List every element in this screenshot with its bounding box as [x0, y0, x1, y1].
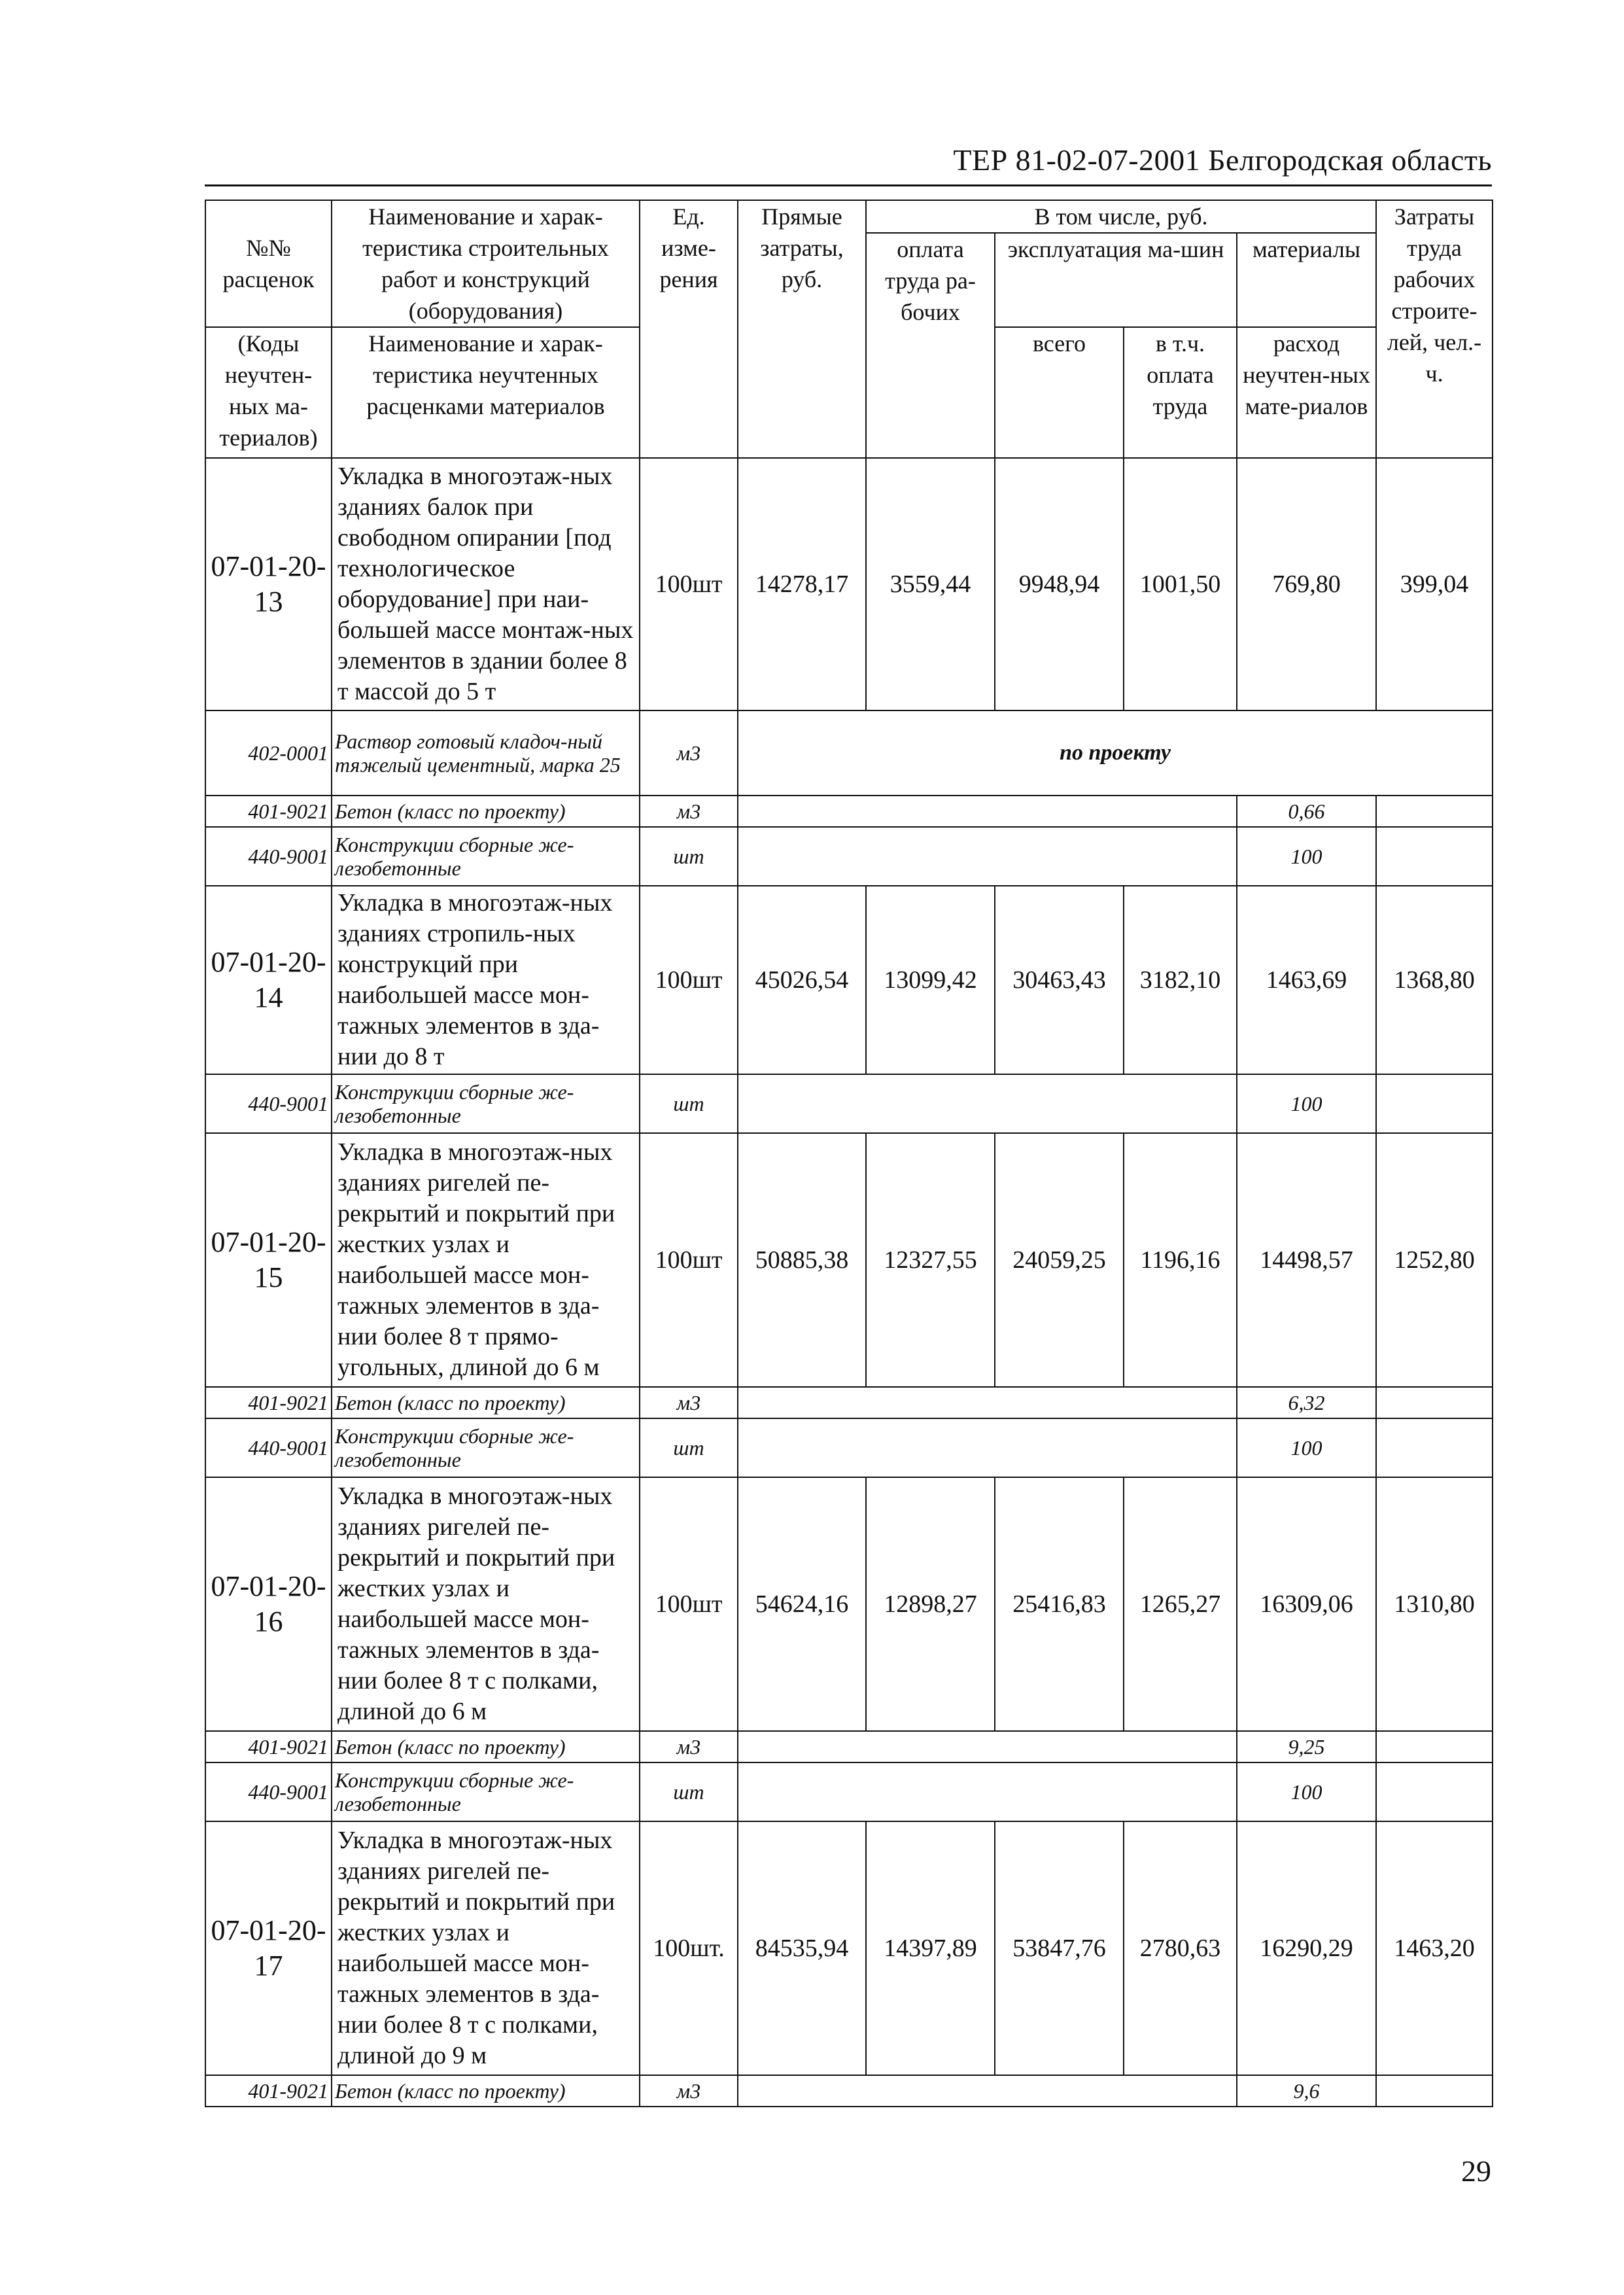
rate-unit: 100шт. [640, 1821, 738, 2075]
material-code: 440-9001 [205, 1418, 332, 1477]
direct-costs: 14278,17 [738, 458, 866, 710]
table-row [205, 1477, 1493, 1731]
machines-labor: 1196,16 [1124, 1133, 1237, 1387]
table-row [205, 1133, 1493, 1387]
material-code: 440-9001 [205, 1074, 332, 1133]
machines-labor: 2780,63 [1124, 1821, 1237, 2075]
material-row [205, 1074, 1493, 1133]
machines-labor: 1265,27 [1124, 1477, 1237, 1731]
labor-pay: 12327,55 [866, 1133, 995, 1387]
document-header: ТЕР 81-02-07-2001 Белгородская область [953, 143, 1492, 177]
header-including: В том числе, руб. [866, 200, 1376, 233]
materials-value: 14498,57 [1237, 1133, 1376, 1387]
header-machines: эксплуатация ма-шин [995, 233, 1237, 327]
material-consumption: 0,66 [1237, 796, 1376, 827]
machines-total: 24059,25 [995, 1133, 1124, 1387]
rate-code: 07-01-20-17 [205, 1821, 332, 2075]
header-worker-hours: Затраты труда рабочих строите-лей, чел.-ч. [1376, 200, 1493, 458]
header-code-sub: (Коды неучтен-ных ма-териалов) [205, 327, 332, 458]
rate-code: 07-01-20-15 [205, 1133, 332, 1387]
materials-value: 16309,06 [1237, 1477, 1376, 1731]
rate-description: Укладка в многоэтаж-ных зданиях ригелей пе-рекрытий и покрытий при жестких узлах и наибольшей массе мон-тажных элементов в зда-нии более 8 т с полками, длиной до 6 м [332, 1477, 640, 1731]
material-unit: м3 [640, 710, 738, 796]
materials-value: 1463,69 [1237, 886, 1376, 1074]
material-code: 401-9021 [205, 1731, 332, 1762]
material-consumption: 100 [1237, 827, 1376, 886]
material-consumption: 100 [1237, 1418, 1376, 1477]
material-row [205, 1387, 1493, 1418]
labor-pay: 14397,89 [866, 1821, 995, 2075]
rate-unit: 100шт [640, 458, 738, 710]
material-row [205, 1418, 1493, 1477]
rate-code: 07-01-20-16 [205, 1477, 332, 1731]
machines-labor: 3182,10 [1124, 886, 1237, 1074]
header-name-sub: Наименование и харак-теристика неучтенных расценками материалов [332, 327, 640, 458]
material-row [205, 827, 1493, 886]
direct-costs: 54624,16 [738, 1477, 866, 1731]
material-row [205, 796, 1493, 827]
material-description: Бетон (класс по проекту) [332, 2075, 640, 2107]
material-unit: шт [640, 1418, 738, 1477]
header-labor-pay: оплата труда ра-бочих [866, 233, 995, 458]
header-machines-total: всего [995, 327, 1124, 458]
direct-costs: 84535,94 [738, 1821, 866, 2075]
material-unit: шт [640, 827, 738, 886]
table-row [205, 1821, 1493, 2075]
material-description: Раствор готовый кладоч-ный тяжелый цементный, марка 25 [332, 710, 640, 796]
material-unit: м3 [640, 796, 738, 827]
material-code: 401-9021 [205, 796, 332, 827]
material-consumption: 6,32 [1237, 1387, 1376, 1418]
worker-hours: 1310,80 [1376, 1477, 1493, 1731]
machines-labor: 1001,50 [1124, 458, 1237, 710]
worker-hours: 1252,80 [1376, 1133, 1493, 1387]
worker-hours: 1463,20 [1376, 1821, 1493, 2075]
labor-pay: 13099,42 [866, 886, 995, 1074]
direct-costs: 50885,38 [738, 1133, 866, 1387]
worker-hours: 1368,80 [1376, 886, 1493, 1074]
header-name: Наименование и харак-теристика строительных работ и конструкций (оборудования) [332, 200, 640, 327]
rate-unit: 100шт [640, 1133, 738, 1387]
material-code: 401-9021 [205, 1387, 332, 1418]
page-number: 29 [1461, 2154, 1491, 2188]
header-machines-labor: в т.ч. оплата труда [1124, 327, 1237, 458]
material-consumption: 100 [1237, 1074, 1376, 1133]
rates-table [205, 200, 1493, 2107]
machines-total: 53847,76 [995, 1821, 1124, 2075]
material-code: 440-9001 [205, 1762, 332, 1821]
material-consumption: по проекту [738, 710, 1493, 796]
material-unit: м3 [640, 1387, 738, 1418]
material-description: Конструкции сборные же-лезобетонные [332, 1762, 640, 1821]
material-description: Бетон (класс по проекту) [332, 1731, 640, 1762]
machines-total: 9948,94 [995, 458, 1124, 710]
labor-pay: 3559,44 [866, 458, 995, 710]
rate-code: 07-01-20-14 [205, 886, 332, 1074]
header-unit: Ед. изме-рения [640, 200, 738, 458]
material-description: Бетон (класс по проекту) [332, 796, 640, 827]
material-consumption: 9,25 [1237, 1731, 1376, 1762]
material-row [205, 1731, 1493, 1762]
rate-code: 07-01-20-13 [205, 458, 332, 710]
header-row-1 [205, 200, 1493, 233]
material-unit: шт [640, 1762, 738, 1821]
material-row [205, 710, 1493, 796]
material-consumption: 100 [1237, 1762, 1376, 1821]
materials-value: 16290,29 [1237, 1821, 1376, 2075]
header-materials-sub: расход неучтен-ных мате-риалов [1237, 327, 1376, 458]
material-description: Бетон (класс по проекту) [332, 1387, 640, 1418]
material-code: 402-0001 [205, 710, 332, 796]
materials-value: 769,80 [1237, 458, 1376, 710]
header-materials: материалы [1237, 233, 1376, 327]
header-code: №№ расценок [205, 200, 332, 327]
rate-description: Укладка в многоэтаж-ных зданиях стропиль-ных конструкций при наибольшей массе мон-тажных элементов в зда-нии до 8 т [332, 886, 640, 1074]
rate-description: Укладка в многоэтаж-ных зданиях балок при свободном опирании [под технологическое оборудование] при наи-большей массе монтаж-ных элементов в здании более 8 т массой до 5 т [332, 458, 640, 710]
material-unit: м3 [640, 1731, 738, 1762]
material-unit: шт [640, 1074, 738, 1133]
direct-costs: 45026,54 [738, 886, 866, 1074]
material-unit: м3 [640, 2075, 738, 2107]
rate-unit: 100шт [640, 1477, 738, 1731]
material-description: Конструкции сборные же-лезобетонные [332, 827, 640, 886]
material-consumption: 9,6 [1237, 2075, 1376, 2107]
rate-unit: 100шт [640, 886, 738, 1074]
material-row [205, 2075, 1493, 2107]
header-rule [205, 184, 1492, 186]
material-row [205, 1762, 1493, 1821]
rate-description: Укладка в многоэтаж-ных зданиях ригелей пе-рекрытий и покрытий при жестких узлах и наибольшей массе мон-тажных элементов в зда-нии более 8 т с полками, длиной до 9 м [332, 1821, 640, 2075]
machines-total: 30463,43 [995, 886, 1124, 1074]
table-row [205, 458, 1493, 710]
material-code: 401-9021 [205, 2075, 332, 2107]
material-description: Конструкции сборные же-лезобетонные [332, 1418, 640, 1477]
machines-total: 25416,83 [995, 1477, 1124, 1731]
material-code: 440-9001 [205, 827, 332, 886]
material-description: Конструкции сборные же-лезобетонные [332, 1074, 640, 1133]
labor-pay: 12898,27 [866, 1477, 995, 1731]
header-direct-costs: Прямые затраты, руб. [738, 200, 866, 458]
table-row [205, 886, 1493, 1074]
worker-hours: 399,04 [1376, 458, 1493, 710]
rate-description: Укладка в многоэтаж-ных зданиях ригелей пе-рекрытий и покрытий при жестких узлах и наибольшей массе мон-тажных элементов в зда-нии более 8 т прямо-угольных, длиной до 6 м [332, 1133, 640, 1387]
